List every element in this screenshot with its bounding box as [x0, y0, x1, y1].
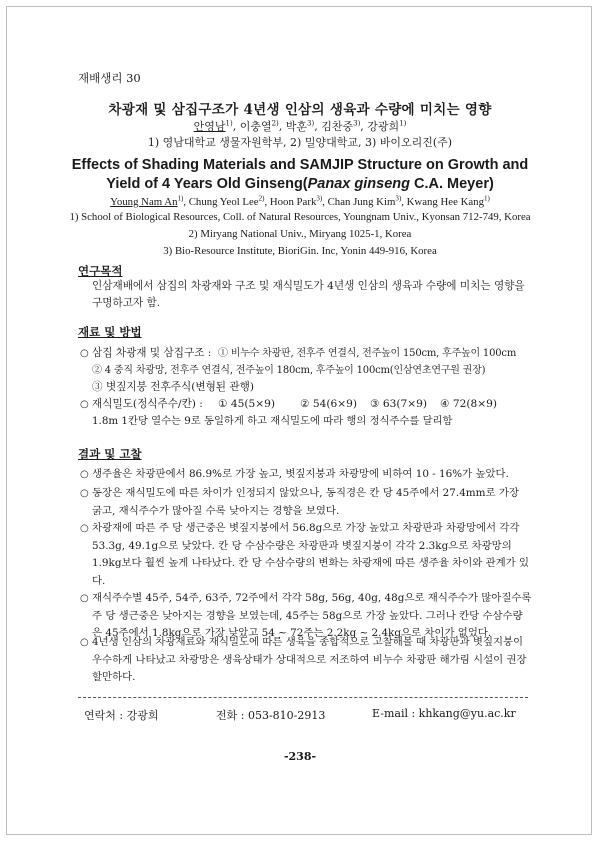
english-title-line2: [0, 176, 600, 192]
structure-option-1: ① 비누수 차광판, 전후주 연결식, 전주높이 150cm, 후주높이 100cm: [218, 348, 517, 359]
author-name: Kwang Hee Kang: [406, 196, 484, 208]
density-option-1: ① 45(5×9): [218, 398, 275, 410]
structure-label: 삼집 차광재 및 삼집구조 :: [92, 347, 212, 359]
author-name: 안영남: [193, 120, 226, 133]
korean-authors: 안영남$^{1)}$, 이충열$^{2)}$, 박훈$^{3)}$, 김찬중$^{3)}$, 강광희$^{1)}$: [193, 119, 407, 133]
english-affiliation-2: 2) Miryang National Univ., Miryang 1025-1, Korea: [188, 228, 412, 240]
page-number: -238-: [283, 750, 317, 763]
methods-heading: 재료 및 방법: [78, 325, 142, 339]
english-authors: Young Nam An$^{1)}$, Chung Yeol Lee$^{2)}$, Hoon Park$^{3)}$, Chan Jung Kim$^{3)}$, Kwang Hee Kang$^{1)}$: [110, 194, 490, 208]
bullet-icon: ○: [80, 469, 89, 480]
title-suffix: C.A. Meyer): [409, 176, 494, 192]
result-item-2: 동장은 재식밀도에 따른 차이가 인정되지 않았으나, 동직경은 칸 당 45주에서 27.4mm로 가장 굵고, 재식주수가 많아질 수록 낮아지는 경향을 보였다.: [92, 487, 519, 517]
author-sup: 3): [307, 119, 315, 128]
contact-phone: 전화 : 053-810-2913: [216, 709, 326, 722]
series-label: 재배생리 30: [78, 71, 141, 85]
bullet-icon: ○: [80, 523, 89, 534]
density-note: 1.8m 1칸당 열수는 9로 동일하게 하고 재식밀도에 따라 행의 정식주수를 달리함: [92, 415, 453, 427]
contact-name: 연락처 : 강광희: [84, 709, 159, 722]
contact-email: E-mail : khkang@yu.ac.kr: [372, 707, 516, 720]
density-option-4: ④ 72(8×9): [440, 398, 497, 410]
density-option-2: ② 54(6×9): [300, 398, 357, 410]
author-name: Young Nam An: [110, 196, 178, 208]
result-item-4: 재식주수별 45주, 54주, 63주, 72주에서 각각 58g, 56g, 40g, 48g으로 재식주수가 많아질수록 주 당 생근중은 낮아지는 경향을 보였는데, 45주는 58g으로 가장 높았다. 그러나 칸당 수삼수량은 45주에서 1.8kg으로 가장 낮았고 54 ~ 72주는 2.2kg ~ 2.4kg으로 차이가 없었다.: [92, 592, 532, 639]
density-option-3: ③ 63(7×9): [370, 398, 427, 410]
bullet-icon: ○: [80, 637, 89, 648]
author-name: 이충열: [239, 120, 272, 133]
result-item-3: 차광재에 따른 주 당 생근중은 볏짚지붕에서 56.8g으로 가장 높았고 차광판과 차광망에서 각각 53.3g, 49.1g으로 낮았다. 칸 당 수삼수량은 차광판과 볏짚지붕이 각각 2.3kg으로 차광망의 1.9kg보다 훨씬 높게 나타났다. 칸 당 수삼수량의 변화는 차광재에 따른 생주율 차이와 관계가 있다.: [92, 522, 530, 587]
author-name: 강광희: [367, 120, 400, 133]
author-name: Chung Yeol Lee: [188, 196, 259, 208]
author-name: Chan Jung Kim: [327, 196, 396, 208]
objective-text: 인삼재배에서 삼집의 차광재와 구조 및 재식밀도가 4년생 인삼의 생육과 수량에 미치는 영향을 구명하고자 함.: [92, 280, 525, 309]
structure-option-3: ③ 볏짚지붕 전후주식(변형된 관행): [92, 381, 254, 393]
density-label: 재식밀도(정식주수/칸) :: [92, 398, 203, 410]
english-affiliation-3: 3) Bio-Resource Institute, BioriGin. Inc, Yonin 449-916, Korea: [163, 245, 437, 257]
korean-title: 차광재 및 삼집구조가 4년생 인삼의 생육과 수량에 미치는 영향: [108, 102, 492, 118]
species-name: Panax ginseng: [307, 176, 410, 192]
author-sup: 2): [271, 119, 279, 128]
author-name: 김찬중: [321, 120, 354, 133]
author-sup: 3): [353, 119, 361, 128]
author-sup: 1): [399, 119, 407, 128]
structure-option-2: ② 4 중직 차광망, 전후주 연결식, 전주높이 180cm, 후주높이 100cm(인삼연초연구원 권장): [92, 365, 486, 376]
author-sup: 1): [177, 194, 184, 203]
english-title-line1: Effects of Shading Materials and SAMJIP Structure on Growth and: [71, 157, 529, 173]
bullet-icon: ○: [80, 348, 89, 359]
korean-affiliations: 1) 영남대학교 생물자원학부, 2) 밀양대학교, 3) 바이오리진(주): [147, 136, 453, 149]
author-sup: 3): [395, 194, 402, 203]
author-sup: 1): [225, 119, 233, 128]
result-item-1: 생주율은 차광판에서 86.9%로 가장 높고, 볏짚지붕과 차광망에 비하여 10 - 16%가 높았다.: [92, 468, 509, 480]
bullet-icon: ○: [80, 488, 89, 499]
title-prefix: Yield of 4 Years Old Ginseng(: [106, 176, 308, 192]
bullet-icon: ○: [80, 399, 89, 410]
bullet-icon: ○: [80, 593, 89, 604]
results-heading: 결과 및 고찰: [78, 447, 142, 461]
objective-heading: 연구목적: [78, 264, 123, 278]
author-name: 박훈: [285, 120, 308, 133]
author-sup: 2): [258, 194, 265, 203]
result-item-5: 4년생 인삼의 차광재료와 재식밀도에 따른 생육을 종합적으로 고찰해볼 때 차광판과 볏짚지붕이 우수하게 나타났고 차광망은 생육상태가 상대적으로 저조하여 비누수 차광판 해가림 시설이 권장할만하다.: [92, 636, 527, 683]
author-sup: 1): [483, 194, 490, 203]
english-affiliation-1: 1) School of Biological Resources, Coll. of Natural Resources, Youngnam Univ., Kyonsan 712-749, Korea: [69, 211, 531, 223]
divider: [78, 697, 528, 698]
author-name: Hoon Park: [269, 196, 317, 208]
author-sup: 3): [316, 194, 323, 203]
